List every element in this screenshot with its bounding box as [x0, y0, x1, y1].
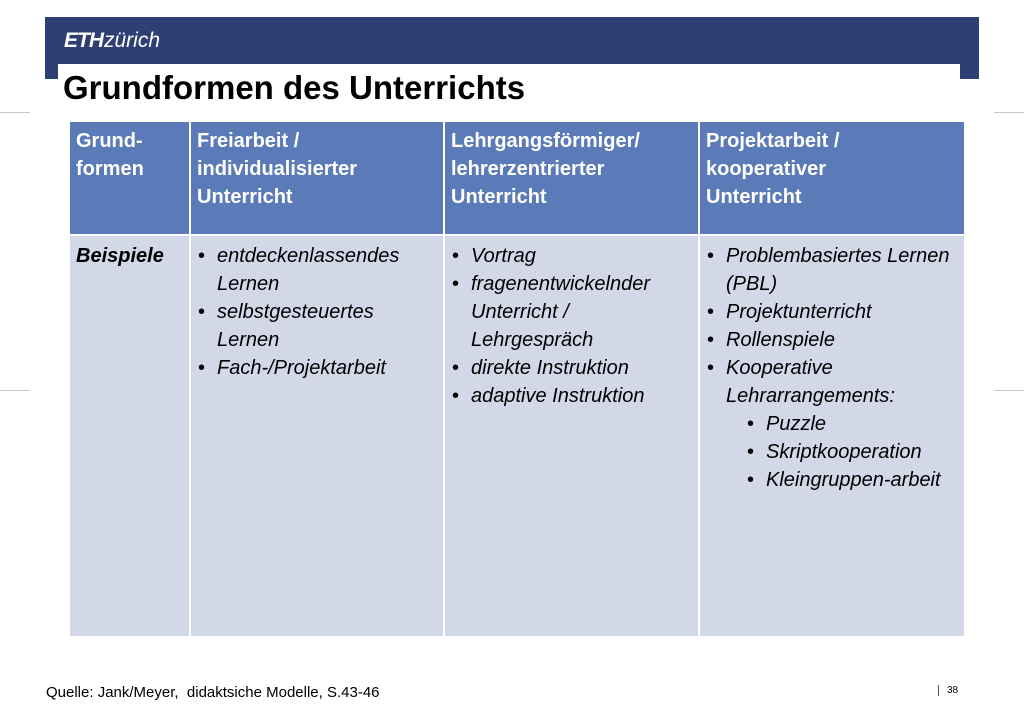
list-item: • adaptive Instruktion [451, 382, 692, 410]
sub-list-item: • Kleingruppen-arbeit [746, 466, 958, 494]
edge-mark-right-top [994, 112, 1024, 113]
edge-mark-left-top [0, 112, 30, 113]
projekt-list [706, 242, 958, 494]
slide-title: Grundformen des Unterrichts [63, 69, 526, 106]
sub-list-item: • Puzzle [746, 410, 958, 438]
sub-list-item: • Skriptkooperation [746, 438, 958, 466]
eth-zurich-logo [64, 29, 160, 53]
header-projektarbeit [699, 121, 965, 235]
list-item: • entdeckenlassendes Lernen [197, 242, 437, 298]
header-grundformen-text: Grund- formen [76, 130, 144, 180]
list-item [706, 354, 958, 494]
list-item: • Problembasiertes Lernen (PBL) [706, 242, 958, 298]
cell-lehrgang-examples [444, 235, 699, 637]
logo-eth-text: ETH [64, 29, 103, 52]
list-item: • Fach-/Projektarbeit [197, 354, 437, 382]
list-item: • fragenentwickelnder Unterricht / Lehrgespräch [451, 270, 692, 354]
cell-freiarbeit-examples [190, 235, 444, 637]
logo-zurich-text: zürich [104, 29, 161, 52]
table-body-row [69, 235, 965, 637]
list-item: • Projektunterricht [706, 298, 958, 326]
edge-mark-right-bottom [994, 390, 1024, 391]
page-number: 38 [947, 685, 959, 696]
header-lehrgangsfoermig-text: Lehrgangsförmiger/ lehrerzentrierter Unterricht [451, 130, 640, 208]
list-item-text: Kooperative Lehrarrangements: [726, 357, 895, 407]
header-freiarbeit-text: Freiarbeit / individualisierter Unterricht [197, 130, 358, 208]
list-item: • Vortrag [451, 242, 692, 270]
header-freiarbeit [190, 121, 444, 235]
lehrgang-list [451, 242, 692, 410]
row-label-beispiele: Beispiele [69, 235, 190, 637]
table-header-row [69, 121, 965, 235]
kooperative-sub-list [726, 410, 958, 494]
header-projektarbeit-text: Projektarbeit / kooperativer Unterricht [706, 130, 840, 208]
source-citation: Quelle: Jank/Meyer, didaktsiche Modelle, S.43-46 [46, 684, 380, 701]
freiarbeit-list [197, 242, 437, 382]
page-number-separator [938, 685, 939, 696]
list-item: • selbstgesteuertes Lernen [197, 298, 437, 354]
list-item: • Rollenspiele [706, 326, 958, 354]
header-grundformen [69, 121, 190, 235]
teaching-forms-table [68, 120, 966, 638]
edge-mark-left-bottom [0, 390, 30, 391]
header-lehrgangsfoermig [444, 121, 699, 235]
list-item: • direkte Instruktion [451, 354, 692, 382]
cell-projekt-examples [699, 235, 965, 637]
